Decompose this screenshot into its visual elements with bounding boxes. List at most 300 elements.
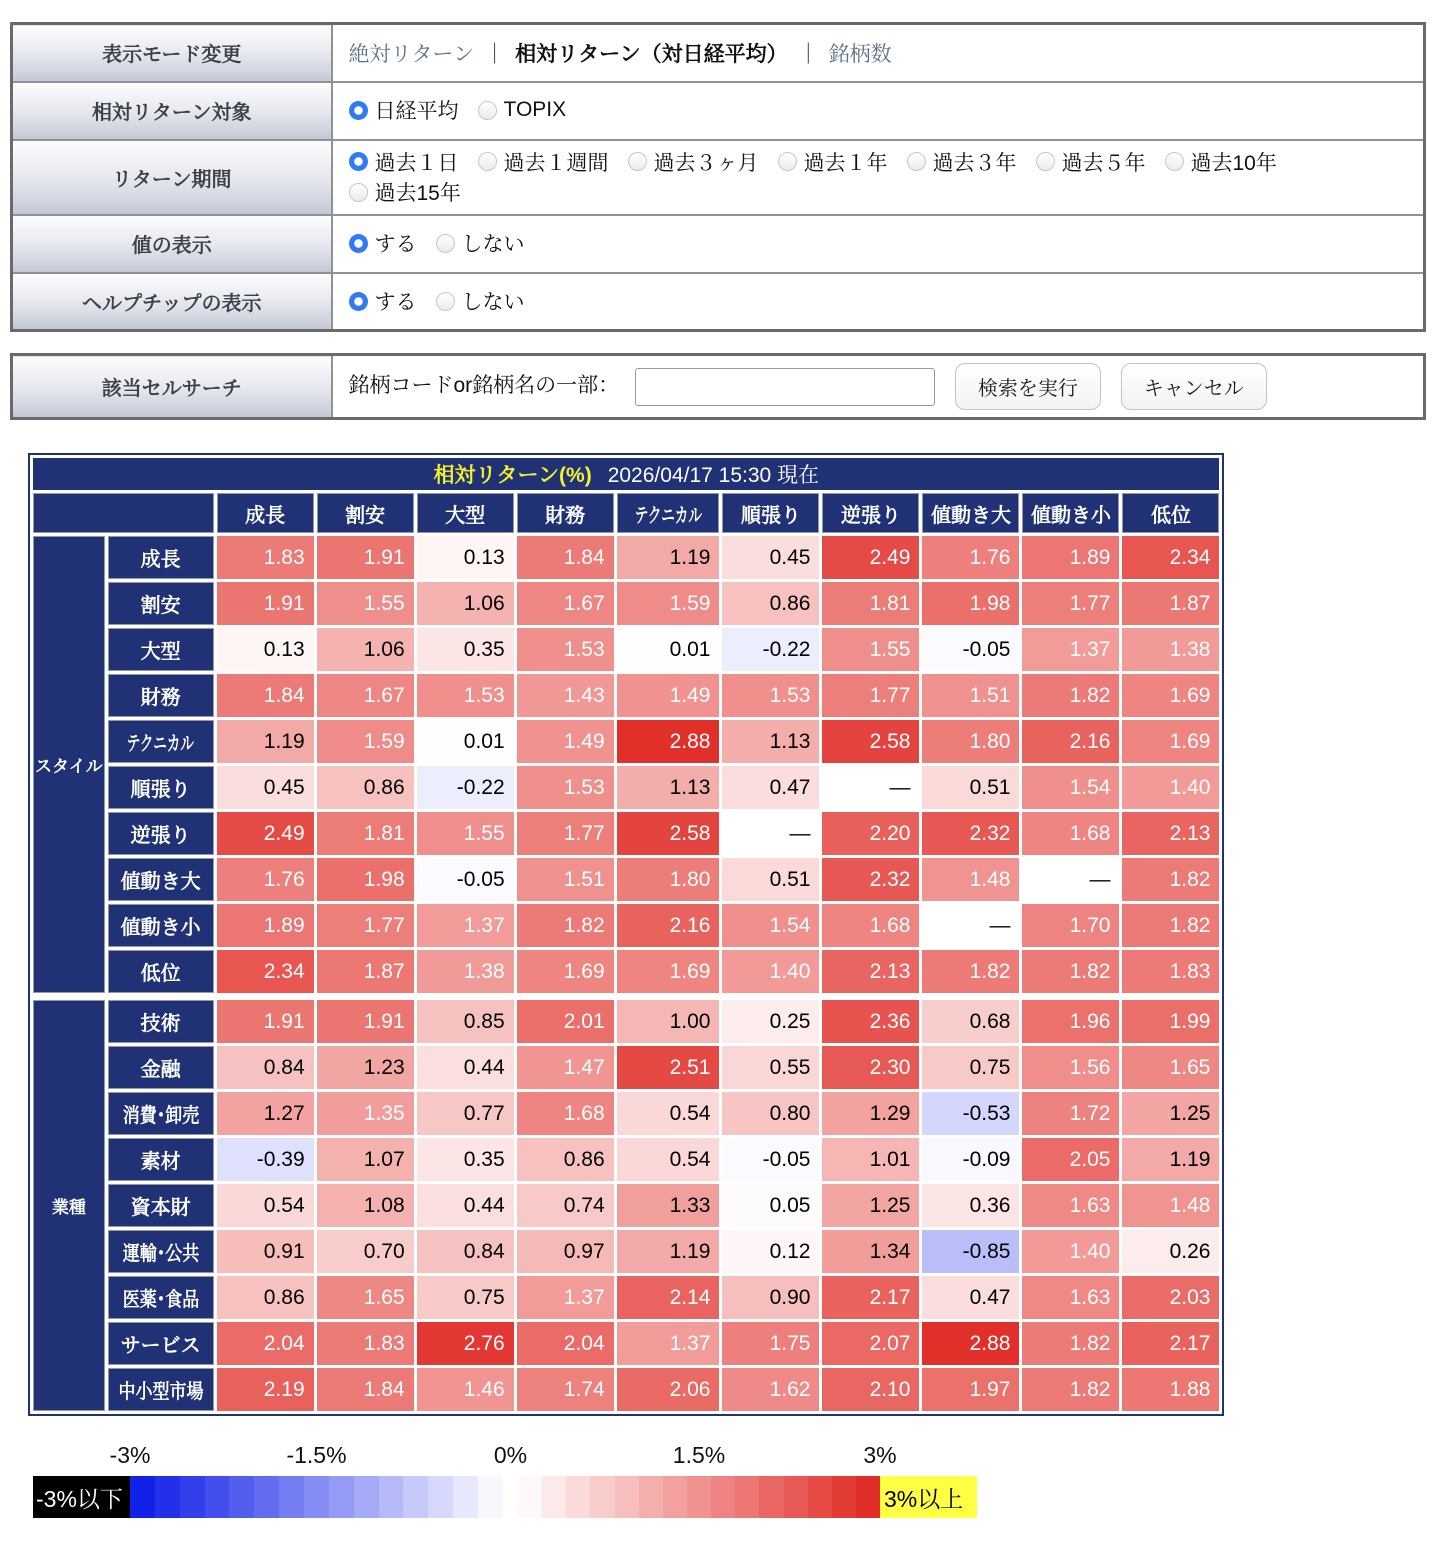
return-period-radio[interactable] [778,147,888,177]
heatmap-cell[interactable]: 1.53 [722,674,819,717]
scale-tick-label: -1.5% [286,1442,347,1468]
heatmap-cell[interactable]: 2.34 [1122,536,1219,579]
heatmap-column-header: 大型 [417,493,514,533]
value-display-radio[interactable] [349,228,417,258]
heatmap-cell[interactable]: 1.77 [317,904,414,947]
heatmap-row-header: 逆張り [108,812,214,855]
heatmap-cell[interactable]: 1.08 [317,1184,414,1227]
heatmap-cell[interactable]: 1.56 [1022,1046,1119,1089]
heatmap-cell[interactable]: 2.03 [1122,1276,1219,1319]
return-period-radio[interactable] [1036,147,1146,177]
heatmap-cell[interactable]: 1.69 [617,950,720,993]
heatmap-cell[interactable]: -0.05 [722,1138,819,1181]
scale-zero-gap [503,1476,518,1518]
scale-step [304,1476,329,1518]
heatmap-cell[interactable]: 1.80 [922,720,1019,763]
heatmap-cell[interactable]: 0.85 [417,1000,514,1043]
relative-target-radio-label: TOPIX [503,98,567,122]
heatmap-cell[interactable]: 0.80 [722,1092,819,1135]
scale-step [155,1476,180,1518]
heatmap-cell[interactable]: 0.75 [417,1276,514,1319]
heatmap-cell[interactable]: 1.91 [317,1000,414,1043]
heatmap-cell[interactable]: 1.72 [1022,1092,1119,1135]
helptip-display-radio[interactable] [349,286,417,316]
heatmap-column-header-row [33,493,1219,533]
heatmap-row [33,812,1219,855]
heatmap-cell[interactable]: 0.70 [317,1230,414,1273]
heatmap-cell[interactable]: 1.19 [217,720,314,763]
heatmap-cell[interactable]: 0.86 [317,766,414,809]
heatmap-cell[interactable]: 1.40 [1022,1230,1119,1273]
heatmap-column-header: 逆張り [822,493,919,533]
heatmap-cell[interactable]: 1.89 [217,904,314,947]
heatmap-cell[interactable]: -0.39 [217,1138,314,1181]
heatmap-cell[interactable]: 1.55 [822,628,919,671]
heatmap-cell[interactable]: 0.54 [217,1184,314,1227]
helptip-display-radio[interactable] [436,286,525,316]
heatmap-cell[interactable]: 1.68 [1022,812,1119,855]
heatmap-cell[interactable]: 1.87 [317,950,414,993]
heatmap-cell[interactable]: — [722,812,819,855]
scale-tick-label: -3% [109,1442,151,1468]
display-mode-option[interactable]: 銘柄数 [828,42,892,66]
value-display-radio[interactable] [436,228,525,258]
heatmap-cell[interactable]: 1.62 [722,1368,819,1411]
heatmap-row-header: 割安 [108,582,214,625]
heatmap-cell[interactable]: 0.77 [417,1092,514,1135]
heatmap-cell[interactable]: 1.25 [822,1184,919,1227]
radio-unselected-icon[interactable] [478,101,497,120]
heatmap-cell[interactable]: 0.45 [217,766,314,809]
heatmap-cell[interactable]: 1.83 [317,1322,414,1365]
heatmap-cell[interactable]: 1.34 [822,1230,919,1273]
heatmap-cell[interactable]: 1.82 [517,904,614,947]
heatmap-cell[interactable]: 1.54 [1022,766,1119,809]
heatmap-cell[interactable]: 1.98 [317,858,414,901]
heatmap-cell[interactable]: 0.84 [217,1046,314,1089]
radio-unselected-icon[interactable] [436,234,455,253]
heatmap-cell[interactable]: 1.91 [217,1000,314,1043]
heatmap-cell[interactable]: 2.16 [1022,720,1119,763]
heatmap-row [33,1368,1219,1411]
helptip-display-radio-label: しない [461,291,525,314]
heatmap-cell[interactable]: 0.25 [722,1000,819,1043]
heatmap-row-header: テクニカル [108,720,214,763]
heatmap-cell[interactable]: 2.30 [822,1046,919,1089]
heatmap-cell[interactable]: 1.43 [517,674,614,717]
heatmap-cell[interactable]: 1.27 [217,1092,314,1135]
heatmap-cell[interactable]: 1.19 [617,1230,720,1273]
heatmap-cell[interactable]: 1.82 [1022,1322,1119,1365]
heatmap-cell[interactable]: 2.07 [822,1322,919,1365]
scale-step [639,1476,663,1518]
heatmap-cell[interactable]: 0.91 [217,1230,314,1273]
heatmap-cell[interactable]: -0.85 [922,1230,1019,1273]
heatmap-cell[interactable]: 0.13 [217,628,314,671]
heatmap-cell[interactable]: 1.40 [1122,766,1219,809]
heatmap-cell[interactable]: 2.58 [822,720,919,763]
heatmap-cell[interactable]: 0.47 [722,766,819,809]
control-row-value-display [12,215,1425,273]
scale-step [403,1476,428,1518]
heatmap-row [33,720,1219,763]
heatmap-cell[interactable]: 0.35 [417,1138,514,1181]
heatmap-cell[interactable]: 0.97 [517,1230,614,1273]
heatmap-cell[interactable]: 0.01 [417,720,514,763]
heatmap-cell[interactable]: 1.13 [617,766,720,809]
heatmap-cell[interactable]: 0.01 [617,628,720,671]
return-period-radio[interactable] [907,147,1017,177]
scale-step [735,1476,759,1518]
heatmap-row [33,1138,1219,1181]
heatmap-cell[interactable]: 1.53 [517,628,614,671]
radio-selected-icon[interactable] [349,101,368,120]
return-period-radio[interactable] [1165,147,1277,177]
heatmap-cell[interactable]: 2.32 [822,858,919,901]
heatmap-cell[interactable]: 2.88 [922,1322,1019,1365]
scale-step [590,1476,614,1518]
heatmap-row [33,536,1219,579]
return-period-radio[interactable] [478,147,609,177]
scale-step [453,1476,478,1518]
heatmap-cell[interactable]: 1.82 [1122,858,1219,901]
heatmap-cell[interactable]: 1.83 [217,536,314,579]
heatmap-cell[interactable]: 1.06 [317,628,414,671]
heatmap-cell[interactable]: 1.53 [517,766,614,809]
mode-separator: ｜ [797,42,819,66]
heatmap-cell[interactable]: 1.38 [417,950,514,993]
heatmap-cell[interactable]: 1.76 [922,536,1019,579]
heatmap-cell[interactable]: 0.47 [922,1276,1019,1319]
heatmap-cell[interactable]: 1.07 [317,1138,414,1181]
heatmap-cell[interactable]: 1.13 [722,720,819,763]
heatmap-cell[interactable]: 1.96 [1022,1000,1119,1043]
heatmap-cell[interactable]: 1.99 [1122,1000,1219,1043]
heatmap-cell[interactable]: 1.06 [417,582,514,625]
heatmap-cell[interactable]: — [822,766,919,809]
heatmap-cell[interactable]: 1.91 [217,582,314,625]
heatmap-cell[interactable]: 1.51 [517,858,614,901]
heatmap-cell[interactable]: 2.04 [217,1322,314,1365]
heatmap-cell[interactable]: -0.09 [922,1138,1019,1181]
heatmap-cell[interactable]: 1.83 [1122,950,1219,993]
heatmap-cell[interactable]: 1.81 [317,812,414,855]
heatmap-corner-cell [33,493,214,533]
return-period-radio-label: 過去15年 [374,182,461,205]
heatmap-cell[interactable]: 0.12 [722,1230,819,1273]
heatmap-cell[interactable]: 0.86 [722,582,819,625]
heatmap-cell[interactable]: 1.84 [517,536,614,579]
radio-unselected-icon[interactable] [436,292,455,311]
radio-unselected-icon[interactable] [1036,152,1055,171]
heatmap-cell[interactable]: 1.75 [722,1322,819,1365]
heatmap-cell[interactable]: 2.14 [617,1276,720,1319]
heatmap-cell[interactable]: — [1022,858,1119,901]
display-mode-options [349,38,1408,68]
heatmap-cell[interactable]: 1.46 [417,1368,514,1411]
control-row-cell-search [12,355,1425,419]
control-panel [10,22,1426,332]
heatmap-cell[interactable]: 2.05 [1022,1138,1119,1181]
heatmap-cell[interactable]: 1.59 [317,720,414,763]
heatmap-cell[interactable]: -0.22 [417,766,514,809]
scale-step [759,1476,783,1518]
heatmap-cell[interactable]: 0.26 [1122,1230,1219,1273]
heatmap-cell[interactable]: 1.98 [922,582,1019,625]
heatmap-cell[interactable]: 2.51 [617,1046,720,1089]
heatmap-cell[interactable]: 0.51 [722,858,819,901]
heatmap-cell[interactable]: 1.59 [617,582,720,625]
heatmap-cell[interactable]: 2.32 [922,812,1019,855]
heatmap-cell[interactable]: -0.05 [417,858,514,901]
heatmap-cell[interactable]: 0.13 [417,536,514,579]
scale-step [832,1476,856,1518]
control-row-relative-target [12,82,1425,140]
scale-step [663,1476,687,1518]
radio-selected-icon[interactable] [349,234,368,253]
return-period-radio[interactable] [628,147,759,177]
heatmap-cell[interactable]: 0.74 [517,1184,614,1227]
heatmap-cell[interactable]: 1.40 [722,950,819,993]
heatmap-title-row [33,458,1219,490]
display-mode-option[interactable]: 絶対リターン [348,42,475,66]
heatmap-cell[interactable]: 0.54 [617,1138,720,1181]
search-cancel-button[interactable]: キャンセル [1121,363,1267,410]
heatmap-cell[interactable]: 2.10 [822,1368,919,1411]
heatmap-column-header: 低位 [1122,493,1219,533]
heatmap-cell[interactable]: -0.53 [922,1092,1019,1135]
heatmap-row [33,950,1219,993]
radio-unselected-icon[interactable] [778,152,797,171]
return-period-radio[interactable] [349,147,459,177]
heatmap-cell[interactable]: 2.13 [822,950,919,993]
heatmap-cell[interactable]: 0.51 [922,766,1019,809]
heatmap-cell[interactable]: 1.87 [1122,582,1219,625]
heatmap-cell[interactable]: 1.76 [217,858,314,901]
heatmap-cell[interactable]: 0.44 [417,1184,514,1227]
heatmap-cell[interactable]: — [922,904,1019,947]
relative-target-radio[interactable] [478,98,567,122]
radio-selected-icon[interactable] [349,152,368,171]
value-display-radio-label: する [374,233,417,257]
heatmap-row [33,1046,1219,1089]
heatmap-cell[interactable]: 0.68 [922,1000,1019,1043]
heatmap-cell[interactable]: 1.68 [822,904,919,947]
radio-selected-icon[interactable] [349,292,368,311]
heatmap-cell[interactable]: 1.19 [1122,1138,1219,1181]
heatmap-cell[interactable]: 2.01 [517,1000,614,1043]
relative-target-radio[interactable] [349,95,459,125]
heatmap-cell[interactable]: 1.48 [922,858,1019,901]
heatmap-cell[interactable]: 2.76 [417,1322,514,1365]
search-execute-button[interactable]: 検索を実行 [955,363,1101,410]
heatmap-cell[interactable]: 1.81 [822,582,919,625]
heatmap-row-group-label: 業種 [33,1000,105,1411]
heatmap-cell[interactable]: 1.23 [317,1046,414,1089]
heatmap-timestamp: 2026/04/17 15:30 現在 [607,464,820,487]
return-period-radio[interactable] [349,177,461,207]
heatmap-cell[interactable]: 2.36 [822,1000,919,1043]
heatmap-cell[interactable]: 1.35 [317,1092,414,1135]
heatmap-row-header: 成長 [108,536,214,579]
heatmap-cell[interactable]: 1.82 [1022,950,1119,993]
return-period-radio-label: 過去３ヶ月 [653,151,759,175]
heatmap-cell[interactable]: 1.89 [1022,536,1119,579]
scale-step [329,1476,354,1518]
return-period-radio-label: 過去１週間 [503,151,609,175]
heatmap-cell[interactable]: 1.97 [922,1368,1019,1411]
heatmap-cell[interactable]: 1.69 [1122,720,1219,763]
heatmap-cell[interactable]: 0.45 [722,536,819,579]
heatmap-row [33,1322,1219,1365]
return-period-radio-label: 過去１日 [374,151,459,175]
heatmap-cell[interactable]: 1.48 [1122,1184,1219,1227]
heatmap-row-header: 順張り [108,766,214,809]
heatmap-cell[interactable]: 1.68 [517,1092,614,1135]
heatmap-cell[interactable]: 0.44 [417,1046,514,1089]
heatmap-cell[interactable]: 2.17 [1122,1322,1219,1365]
return-period-radio-label: 過去５年 [1061,151,1146,175]
heatmap-cell[interactable]: -0.22 [722,628,819,671]
scale-step [518,1476,542,1518]
heatmap-cell[interactable]: 0.84 [417,1230,514,1273]
radio-unselected-icon[interactable] [349,183,368,202]
heatmap-cell[interactable]: 1.70 [1022,904,1119,947]
heatmap-cell[interactable]: 2.58 [617,812,720,855]
scale-step [205,1476,230,1518]
heatmap-cell[interactable]: -0.05 [922,628,1019,671]
control-row-display-mode [12,24,1425,82]
heatmap-cell[interactable]: 1.54 [722,904,819,947]
heatmap-cell[interactable]: 1.37 [1022,628,1119,671]
heatmap-cell[interactable]: 2.16 [617,904,720,947]
heatmap-cell[interactable]: 1.67 [317,674,414,717]
heatmap-cell[interactable]: 2.04 [517,1322,614,1365]
heatmap-cell[interactable]: 1.53 [417,674,514,717]
heatmap-cell[interactable]: 1.82 [1022,1368,1119,1411]
heatmap-cell[interactable]: 1.65 [317,1276,414,1319]
heatmap-cell[interactable]: 1.55 [417,812,514,855]
scale-tick-label: 1.5% [672,1442,726,1468]
heatmap-cell[interactable]: 1.47 [517,1046,614,1089]
heatmap-cell[interactable]: 1.19 [617,536,720,579]
heatmap-cell[interactable]: 0.75 [922,1046,1019,1089]
return-period-radio-label: 過去10年 [1190,151,1277,175]
heatmap-cell[interactable]: 2.13 [1122,812,1219,855]
heatmap-cell[interactable]: 0.54 [617,1092,720,1135]
heatmap-cell[interactable]: 1.84 [317,1368,414,1411]
heatmap-cell[interactable]: 1.37 [417,904,514,947]
heatmap-cell[interactable]: 0.90 [722,1276,819,1319]
heatmap-cell[interactable]: 2.17 [822,1276,919,1319]
heatmap-cell[interactable]: 2.49 [217,812,314,855]
search-input[interactable] [635,368,935,406]
heatmap-cell[interactable]: 1.55 [317,582,414,625]
heatmap-cell[interactable]: 1.63 [1022,1184,1119,1227]
heatmap-row-header: 値動き小 [108,904,214,947]
heatmap-column-header: 値動き大 [922,493,1019,533]
heatmap-cell[interactable]: 0.35 [417,628,514,671]
heatmap-cell[interactable]: 1.80 [617,858,720,901]
heatmap-cell[interactable]: 1.37 [517,1276,614,1319]
heatmap-cell[interactable]: 0.86 [517,1138,614,1181]
value-display-radio-label: しない [461,233,525,257]
heatmap-cell[interactable]: 1.91 [317,536,414,579]
helptip-display-radio-label: する [374,291,417,314]
radio-unselected-icon[interactable] [907,152,926,171]
heatmap-cell[interactable]: 1.69 [517,950,614,993]
heatmap-row-header: 値動き大 [108,858,214,901]
scale-tick-label: 3% [863,1442,897,1468]
heatmap-row-header: 技術 [108,1000,214,1043]
radio-unselected-icon[interactable] [478,152,497,171]
heatmap-cell[interactable]: 0.05 [722,1184,819,1227]
heatmap-cell[interactable]: 1.37 [617,1322,720,1365]
heatmap-title: 相対リターン(%) [433,464,592,487]
heatmap-cell[interactable]: 2.19 [217,1368,314,1411]
radio-unselected-icon[interactable] [1165,152,1184,171]
heatmap-cell[interactable]: 1.25 [1122,1092,1219,1135]
heatmap-row-header: 運輸･公共 [108,1230,214,1273]
heatmap-cell[interactable]: 1.67 [517,582,614,625]
heatmap-cell[interactable]: 1.00 [617,1000,720,1043]
heatmap-column-header: 割安 [317,493,414,533]
heatmap-cell[interactable]: 1.77 [822,674,919,717]
heatmap-cell[interactable]: 2.34 [217,950,314,993]
scale-tick-label: 0% [493,1442,528,1468]
heatmap-cell[interactable]: 1.82 [1122,904,1219,947]
heatmap-cell[interactable]: 2.20 [822,812,919,855]
heatmap-cell[interactable]: 1.63 [1022,1276,1119,1319]
heatmap-cell[interactable]: 1.77 [517,812,614,855]
heatmap-column-header: 順張り [722,493,819,533]
heatmap-cell[interactable]: 0.55 [722,1046,819,1089]
heatmap-cell[interactable]: 1.84 [217,674,314,717]
heatmap-cell[interactable]: 1.49 [617,674,720,717]
heatmap-cell[interactable]: 1.29 [822,1092,919,1135]
heatmap-cell[interactable]: 2.49 [822,536,919,579]
heatmap-cell[interactable]: 1.33 [617,1184,720,1227]
heatmap-cell[interactable]: 1.01 [822,1138,919,1181]
scale-step [711,1476,735,1518]
heatmap-cell[interactable]: 1.74 [517,1368,614,1411]
heatmap-row-header: 低位 [108,950,214,993]
scale-step [542,1476,566,1518]
heatmap-cell[interactable]: 0.86 [217,1276,314,1319]
heatmap-row [33,1184,1219,1227]
heatmap-cell[interactable]: 1.77 [1022,582,1119,625]
scale-step [856,1476,880,1518]
heatmap-row-header: 財務 [108,674,214,717]
heatmap-cell[interactable]: 1.88 [1122,1368,1219,1411]
heatmap-cell[interactable]: 1.38 [1122,628,1219,671]
heatmap-cell[interactable]: 1.65 [1122,1046,1219,1089]
radio-unselected-icon[interactable] [628,152,647,171]
control-row-return-period [12,140,1425,215]
heatmap-cell[interactable]: 1.82 [1022,674,1119,717]
heatmap-cell[interactable]: 2.06 [617,1368,720,1411]
heatmap-cell[interactable]: 1.69 [1122,674,1219,717]
scale-positive-gradient [518,1476,880,1518]
heatmap-row-header: 大型 [108,628,214,671]
heatmap-cell[interactable]: 1.49 [517,720,614,763]
return-period-radio-label: 過去３年 [932,151,1017,175]
heatmap-cell[interactable]: 2.88 [617,720,720,763]
scale-step [615,1476,639,1518]
heatmap-cell[interactable]: 1.82 [922,950,1019,993]
heatmap-cell[interactable]: 0.36 [922,1184,1019,1227]
heatmap-cell[interactable]: 1.51 [922,674,1019,717]
